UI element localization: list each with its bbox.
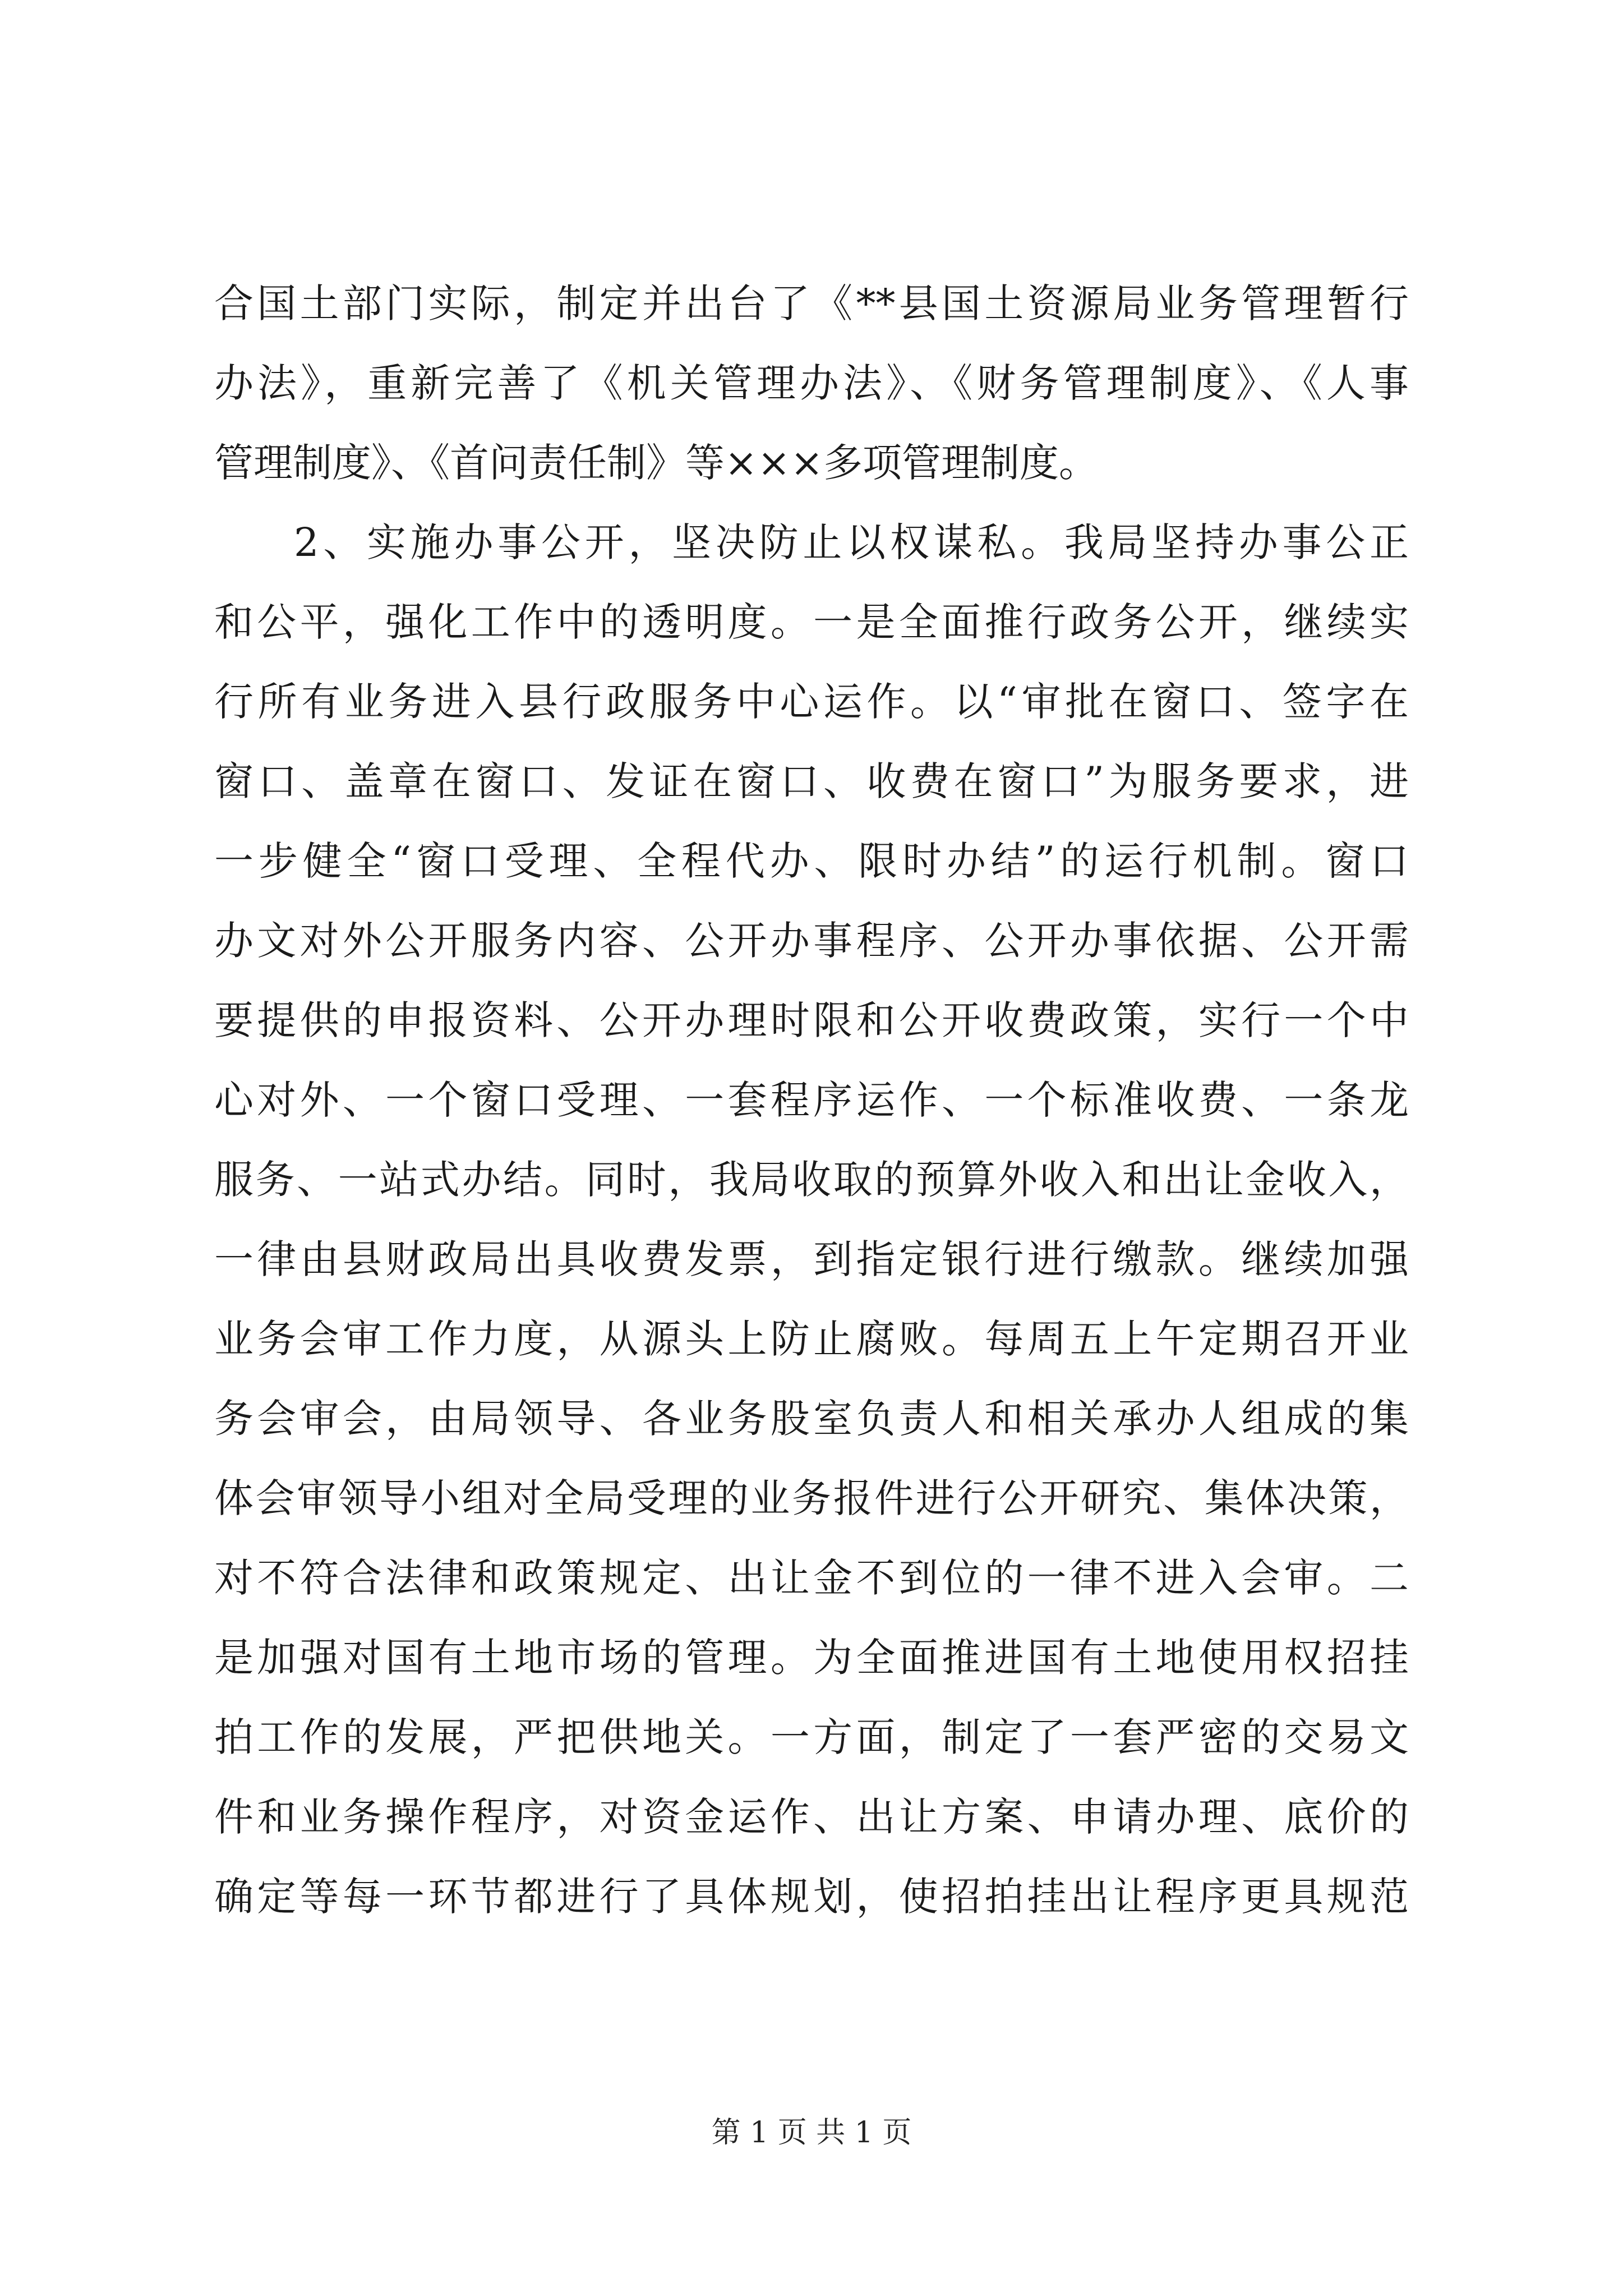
text-line: 办文对外公开服务内容、公开办事程序、公开办事依据、公开需: [214, 918, 1409, 964]
text-line: 窗口、盖章在窗口、发证在窗口、收费在窗口”为服务要求，进: [214, 758, 1409, 804]
page-number-footer: 第 1 页 共 1 页: [711, 2116, 912, 2150]
text-line: 行所有业务进入县行政服务中心运作。以“审批在窗口、签字在: [214, 679, 1409, 725]
text-line: 服务、一站式办结。同时，我局收取的预算外收入和出让金收入，: [214, 1157, 1409, 1203]
text-line: 管理制度》、《首问责任制》等×××多项管理制度。: [214, 440, 1098, 486]
text-line: 是加强对国有土地市场的管理。为全面推进国有土地使用权招挂: [214, 1635, 1409, 1681]
text-line: 务会审会，由局领导、各业务股室负责人和相关承办人组成的集: [214, 1396, 1409, 1442]
paragraph-first-line: 2、实施办事公开，坚决防止以权谋私。我局坚持办事公正: [294, 519, 1409, 565]
text-line: 拍工作的发展，严把供地关。一方面，制定了一套严密的交易文: [214, 1714, 1409, 1760]
body-text: [214, 264, 1409, 1936]
text-line: 件和业务操作程序，对资金运作、出让方案、申请办理、底价的: [214, 1794, 1409, 1840]
text-line: 一律由县财政局出具收费发票，到指定银行进行缴款。继续加强: [214, 1236, 1409, 1282]
text-line: 体会审领导小组对全局受理的业务报件进行公开研究、集体决策，: [214, 1475, 1409, 1521]
text-line: 心对外、一个窗口受理、一套程序运作、一个标准收费、一条龙: [214, 1077, 1409, 1123]
text-line: 确定等每一环节都进行了具体规划，使招拍挂出让程序更具规范: [214, 1874, 1409, 1920]
text-line: 一步健全“窗口受理、全程代办、限时办结”的运行机制。窗口: [214, 838, 1409, 884]
text-line: 合国土部门实际，制定并出台了《**县国土资源局业务管理暂行: [214, 280, 1409, 326]
text-line: 业务会审工作力度，从源头上防止腐败。每周五上午定期召开业: [214, 1316, 1409, 1362]
text-line: 和公平，强化工作中的透明度。一是全面推行政务公开，继续实: [214, 599, 1409, 645]
text-line: 办法》，重新完善了《机关管理办法》、《财务管理制度》、《人事: [214, 360, 1409, 406]
text-line: 对不符合法律和政策规定、出让金不到位的一律不进入会审。二: [214, 1555, 1409, 1601]
text-line: 要提供的申报资料、公开办理时限和公开收费政策，实行一个中: [214, 997, 1409, 1043]
